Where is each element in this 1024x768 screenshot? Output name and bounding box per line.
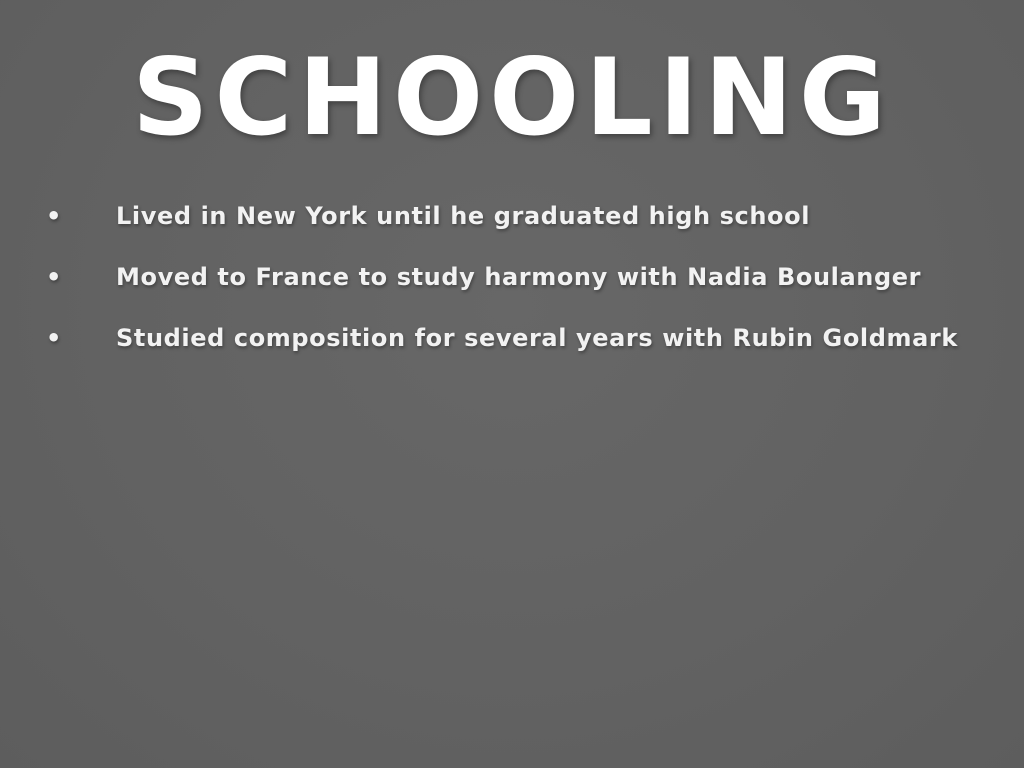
bullet-icon: • (46, 263, 62, 291)
bullet-icon: • (46, 324, 62, 352)
bullet-text: Moved to France to study harmony with Nadia Boulanger (116, 263, 922, 291)
list-item (46, 259, 1006, 320)
bullet-text: Lived in New York until he graduated high school (116, 202, 811, 230)
list-item (46, 320, 1006, 381)
bullet-list (46, 198, 1006, 381)
slide-title: SCHOOLING (132, 36, 892, 159)
list-item (46, 198, 1006, 259)
bullet-icon: • (46, 202, 62, 230)
bullet-text: Studied composition for several years with Rubin Goldmark (116, 324, 958, 352)
